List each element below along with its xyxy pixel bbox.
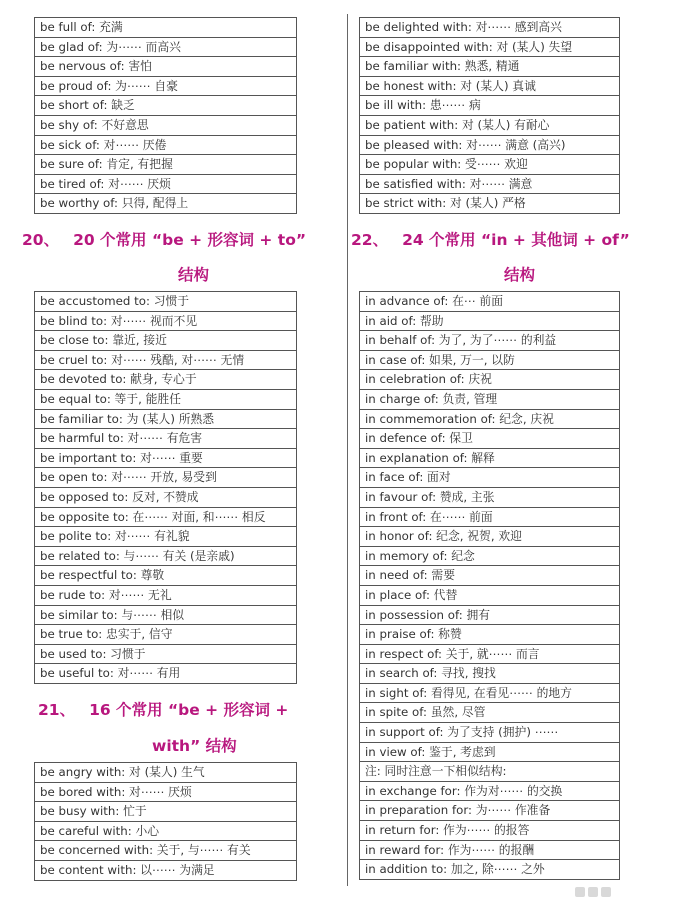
table-adj-to [34, 291, 297, 684]
table-cell: be content with: 以⋯⋯ 为满足 [35, 860, 297, 880]
table-row [360, 115, 620, 135]
table-cell: in charge of: 负责, 管理 [360, 389, 620, 409]
table-row [360, 487, 620, 507]
table-cell: be busy with: 忙于 [35, 802, 297, 822]
table-row [360, 292, 620, 312]
table-row [360, 409, 620, 429]
table-row [35, 487, 297, 507]
table-cell: in front of: 在⋯⋯ 前面 [360, 507, 620, 527]
table-row [360, 468, 620, 488]
table-row [35, 292, 297, 312]
table-row [35, 821, 297, 841]
table-cell: in celebration of: 庆祝 [360, 370, 620, 390]
table-row [35, 468, 297, 488]
table-cell: be strict with: 对 (某人) 严格 [360, 194, 620, 214]
table-row [360, 644, 620, 664]
table-row [35, 96, 297, 116]
table-cell: be disappointed with: 对 (某人) 失望 [360, 37, 620, 57]
table-row [360, 174, 620, 194]
table-row [360, 370, 620, 390]
table-row [360, 566, 620, 586]
table-row [360, 723, 620, 743]
table-cell: be full of: 充满 [35, 18, 297, 38]
table-cell: be opposed to: 反对, 不赞成 [35, 487, 297, 507]
table-row [360, 389, 620, 409]
table-cell: be popular with: 受⋯⋯ 欢迎 [360, 155, 620, 175]
table-row [35, 763, 297, 783]
table-row [360, 350, 620, 370]
table-row [360, 96, 620, 116]
table-cell: in case of: 如果, 万一, 以防 [360, 350, 620, 370]
table-cell: in praise of: 称赞 [360, 625, 620, 645]
table-cell: be related to: 与⋯⋯ 有关 (是亲戚) [35, 546, 297, 566]
table-cell: be careful with: 小心 [35, 821, 297, 841]
table-cell: 注: 同时注意一下相似结构: [360, 762, 620, 782]
section-heading-20-line2: 结构 [178, 266, 210, 284]
table-cell: in return for: 作为⋯⋯ 的报答 [360, 821, 620, 841]
table-cell: be useful to: 对⋯⋯ 有用 [35, 664, 297, 684]
table-cell: be tired of: 对⋯⋯ 厌烦 [35, 174, 297, 194]
table-cell: in sight of: 看得见, 在看见⋯⋯ 的地方 [360, 683, 620, 703]
table-row [360, 37, 620, 57]
table-cell: be true to: 忠实于, 信守 [35, 625, 297, 645]
table-cell: in need of: 需要 [360, 566, 620, 586]
heading-title-line1: 24 个常用 “in + 其他词 + of” [402, 231, 630, 249]
table-row [35, 625, 297, 645]
table-row [360, 448, 620, 468]
table-cell: be devoted to: 献身, 专心于 [35, 370, 297, 390]
table-cell: in advance of: 在⋯ 前面 [360, 292, 620, 312]
table-cell: be similar to: 与⋯⋯ 相似 [35, 605, 297, 625]
table-cell: be opposite to: 在⋯⋯ 对面, 和⋯⋯ 相反 [35, 507, 297, 527]
table-row [35, 802, 297, 822]
table-row [35, 115, 297, 135]
section-heading-22 [351, 228, 630, 250]
table-row [360, 331, 620, 351]
table-row [35, 841, 297, 861]
table-row [35, 350, 297, 370]
table-cell: be familiar with: 熟悉, 精通 [360, 57, 620, 77]
table-cell: in view of: 鉴于, 考虑到 [360, 742, 620, 762]
table-cell: be used to: 习惯于 [35, 644, 297, 664]
section-heading-22-line2: 结构 [504, 266, 536, 284]
table-cell: in explanation of: 解释 [360, 448, 620, 468]
table-row [360, 605, 620, 625]
section-heading-21 [38, 698, 288, 720]
table-cell: be respectful to: 尊敬 [35, 566, 297, 586]
table-row [35, 18, 297, 38]
table-cell: in preparation for: 为⋯⋯ 作准备 [360, 801, 620, 821]
table-cell: in memory of: 纪念 [360, 546, 620, 566]
table-cell: be proud of: 为⋯⋯ 自豪 [35, 76, 297, 96]
table-row [360, 664, 620, 684]
table-adj-with-continued [359, 17, 620, 214]
table-cell: be sure of: 肯定, 有把握 [35, 155, 297, 175]
table-row [35, 507, 297, 527]
watermark-block-icon [575, 887, 585, 897]
table-cell: in face of: 面对 [360, 468, 620, 488]
table-cell: in commemoration of: 纪念, 庆祝 [360, 409, 620, 429]
table-cell: be familiar to: 为 (某人) 所熟悉 [35, 409, 297, 429]
table-row [360, 703, 620, 723]
table-cell: be ill with: 患⋯⋯ 病 [360, 96, 620, 116]
table-row [35, 527, 297, 547]
table-row [360, 527, 620, 547]
table-row [35, 429, 297, 449]
table-row [360, 311, 620, 331]
table-row [35, 644, 297, 664]
table-cell: be angry with: 对 (某人) 生气 [35, 763, 297, 783]
table-row [360, 860, 620, 880]
table-row [35, 664, 297, 684]
table-row [360, 821, 620, 841]
table-adj-of-continued [34, 17, 297, 214]
table-row [360, 585, 620, 605]
table-row [360, 762, 620, 782]
table-row [360, 507, 620, 527]
table-cell: be sick of: 对⋯⋯ 厌倦 [35, 135, 297, 155]
table-in-of [359, 291, 620, 880]
table-row [35, 782, 297, 802]
table-cell: in honor of: 纪念, 祝贺, 欢迎 [360, 527, 620, 547]
heading-number: 20、 [22, 231, 60, 249]
table-cell: be shy of: 不好意思 [35, 115, 297, 135]
table-row [360, 781, 620, 801]
table-row [35, 566, 297, 586]
table-cell: be nervous of: 害怕 [35, 57, 297, 77]
table-cell: be close to: 靠近, 接近 [35, 331, 297, 351]
table-row [360, 801, 620, 821]
table-cell: in favour of: 赞成, 主张 [360, 487, 620, 507]
table-row [35, 448, 297, 468]
table-cell: be important to: 对⋯⋯ 重要 [35, 448, 297, 468]
table-cell: in place of: 代替 [360, 585, 620, 605]
table-row [35, 605, 297, 625]
table-cell: be blind to: 对⋯⋯ 视而不见 [35, 311, 297, 331]
heading-number: 21、 [38, 701, 76, 719]
table-cell: be accustomed to: 习惯于 [35, 292, 297, 312]
table-row [360, 57, 620, 77]
section-heading-21-line2: with” 结构 [152, 737, 237, 755]
table-body [35, 763, 297, 881]
table-row [35, 135, 297, 155]
table-row [35, 860, 297, 880]
table-row [360, 625, 620, 645]
table-row [35, 194, 297, 214]
table-cell: in reward for: 作为⋯⋯ 的报酬 [360, 840, 620, 860]
table-row [35, 409, 297, 429]
table-cell: be concerned with: 关于, 与⋯⋯ 有关 [35, 841, 297, 861]
table-row [360, 546, 620, 566]
table-row [35, 311, 297, 331]
table-row [360, 76, 620, 96]
table-cell: be short of: 缺乏 [35, 96, 297, 116]
table-row [360, 742, 620, 762]
table-row [360, 135, 620, 155]
table-cell: be polite to: 对⋯⋯ 有礼貌 [35, 527, 297, 547]
table-row [360, 840, 620, 860]
table-row [35, 174, 297, 194]
table-row [360, 194, 620, 214]
table-row [35, 370, 297, 390]
table-cell: be equal to: 等于, 能胜任 [35, 389, 297, 409]
table-cell: in search of: 寻找, 搜找 [360, 664, 620, 684]
watermark-block-icon [588, 887, 598, 897]
section-heading-20 [22, 228, 306, 250]
table-cell: be worthy of: 只得, 配得上 [35, 194, 297, 214]
table-cell: in possession of: 拥有 [360, 605, 620, 625]
table-body [360, 292, 620, 880]
column-divider [347, 14, 348, 886]
table-row [35, 389, 297, 409]
table-row [35, 585, 297, 605]
table-adj-with [34, 762, 297, 881]
table-row [35, 155, 297, 175]
heading-number: 22、 [351, 231, 389, 249]
table-cell: be open to: 对⋯⋯ 开放, 易受到 [35, 468, 297, 488]
table-row [35, 37, 297, 57]
table-cell: be glad of: 为⋯⋯ 而高兴 [35, 37, 297, 57]
table-body [35, 18, 297, 214]
table-row [35, 57, 297, 77]
watermark-block-icon [601, 887, 611, 897]
table-cell: be harmful to: 对⋯⋯ 有危害 [35, 429, 297, 449]
table-cell: in behalf of: 为了, 为了⋯⋯ 的利益 [360, 331, 620, 351]
table-cell: in defence of: 保卫 [360, 429, 620, 449]
table-cell: in spite of: 虽然, 尽管 [360, 703, 620, 723]
table-cell: in support of: 为了支持 (拥护) ⋯⋯ [360, 723, 620, 743]
table-cell: in aid of: 帮助 [360, 311, 620, 331]
table-body [360, 18, 620, 214]
table-row [360, 18, 620, 38]
table-row [360, 155, 620, 175]
table-row [35, 546, 297, 566]
heading-title-line1: 16 个常用 “be + 形容词 + [89, 701, 289, 719]
table-cell: be patient with: 对 (某人) 有耐心 [360, 115, 620, 135]
table-body [35, 292, 297, 684]
table-cell: be cruel to: 对⋯⋯ 残酷, 对⋯⋯ 无情 [35, 350, 297, 370]
table-row [35, 76, 297, 96]
table-cell: be satisfied with: 对⋯⋯ 满意 [360, 174, 620, 194]
table-row [360, 683, 620, 703]
watermark [575, 882, 675, 908]
table-cell: be delighted with: 对⋯⋯ 感到高兴 [360, 18, 620, 38]
table-cell: in exchange for: 作为对⋯⋯ 的交换 [360, 781, 620, 801]
table-cell: in respect of: 关于, 就⋯⋯ 而言 [360, 644, 620, 664]
table-cell: be rude to: 对⋯⋯ 无礼 [35, 585, 297, 605]
table-cell: be bored with: 对⋯⋯ 厌烦 [35, 782, 297, 802]
table-cell: be pleased with: 对⋯⋯ 满意 (高兴) [360, 135, 620, 155]
table-row [360, 429, 620, 449]
table-cell: in addition to: 加之, 除⋯⋯ 之外 [360, 860, 620, 880]
heading-title-line1: 20 个常用 “be + 形容词 + to” [73, 231, 307, 249]
table-cell: be honest with: 对 (某人) 真诚 [360, 76, 620, 96]
table-row [35, 331, 297, 351]
